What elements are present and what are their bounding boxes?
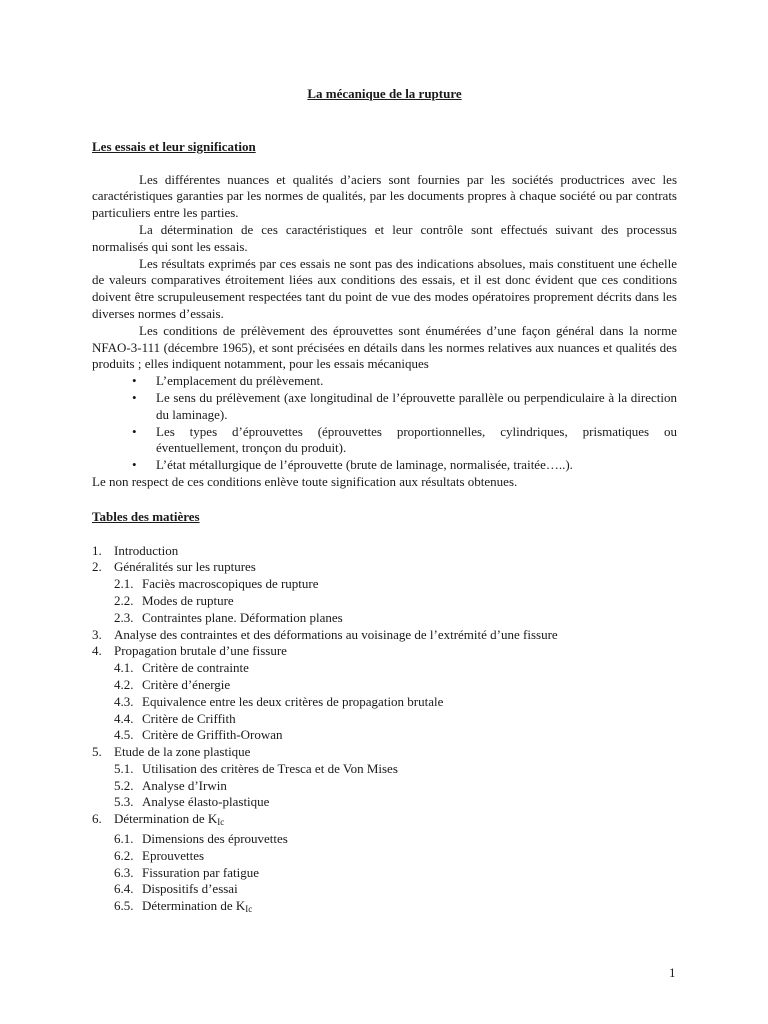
toc-number: 3.	[92, 626, 102, 642]
toc-label: Modes de rupture	[142, 592, 234, 608]
bullet-text: Les types d’éprouvettes (éprouvettes proportionnelles, cylindriques, prismatiques ou éventuellement, tronçon du produit).	[156, 423, 677, 456]
toc-label: Equivalence entre les deux critères de propagation brutale	[142, 693, 444, 709]
toc-number: 6.	[92, 811, 102, 827]
toc-label: Dimensions des éprouvettes	[142, 831, 288, 847]
toc-subitem	[92, 794, 677, 811]
bullet-dot-icon: •	[132, 373, 137, 389]
closing-paragraph: Le non respect de ces conditions enlève toute signification aux résultats obtenues.	[92, 473, 518, 489]
toc-number: 6.3.	[114, 864, 134, 880]
paragraph: Les différentes nuances et qualités d’aciers sont fournies par les sociétés productrices avec les caractéristiques garanties par les normes de qualités, par les documents propres à chaque société ou par contrats particuliers entre les parties.	[92, 171, 677, 221]
toc-item	[92, 559, 677, 576]
bullet-item	[92, 373, 677, 390]
toc-subitem	[92, 831, 677, 848]
toc-number: 5.3.	[114, 794, 134, 810]
toc-number: 4.4.	[114, 710, 134, 726]
paragraph: Les résultats exprimés par ces essais ne sont pas des indications absolues, mais constituent une échelle de valeurs comparatives étroitement liées aux conditions des essais, et il est donc évident que ces conditions doivent être scrupuleusement respectées tant du point de vue des modes opératoires proprement décrits dans les diverses normes d’essais.	[92, 255, 677, 321]
toc-label: Propagation brutale d’une fissure	[114, 643, 287, 659]
toc-number: 1.	[92, 542, 102, 558]
toc-number: 2.1.	[114, 576, 134, 592]
toc-number: 4.2.	[114, 676, 134, 692]
bullet-text: L’état métallurgique de l’éprouvette (brute de laminage, normalisée, traitée…..).	[156, 457, 573, 473]
toc-subitem	[92, 865, 677, 882]
toc-number: 6.4.	[114, 881, 134, 897]
bullet-list	[92, 373, 677, 474]
toc-item	[92, 643, 677, 660]
toc-number: 4.3.	[114, 693, 134, 709]
toc-label: Analyse d’Irwin	[142, 777, 227, 793]
toc-number: 6.2.	[114, 847, 134, 863]
toc-subitem	[92, 610, 677, 627]
toc-subitem	[92, 778, 677, 795]
toc-label: Fissuration par fatigue	[142, 864, 259, 880]
toc-item	[92, 744, 677, 761]
toc-label: Introduction	[114, 542, 179, 558]
toc-subitem	[92, 694, 677, 711]
toc-label: Critère de Griffith-Orowan	[142, 727, 283, 743]
toc-subitem	[92, 677, 677, 694]
toc-subitem	[92, 576, 677, 593]
bullet-text: Le sens du prélèvement (axe longitudinal de l’éprouvette parallèle ou perpendiculaire à la direction du laminage).	[156, 389, 677, 422]
toc-number: 2.2.	[114, 592, 134, 608]
toc-label: Détermination de K	[114, 811, 218, 827]
toc-number: 4.5.	[114, 727, 134, 743]
toc-label: Utilisation des critères de Tresca et de Von Mises	[142, 760, 398, 776]
bullet-text: L’emplacement du prélèvement.	[156, 373, 324, 389]
bullet-item	[92, 390, 677, 424]
toc-number: 5.2.	[114, 777, 134, 793]
toc-number: 5.	[92, 744, 102, 760]
bullet-item	[92, 457, 677, 474]
table-of-contents	[92, 543, 677, 919]
bullet-dot-icon: •	[132, 389, 137, 405]
toc-subitem	[92, 881, 677, 898]
toc-number: 6.5.	[114, 898, 134, 914]
bullet-item	[92, 424, 677, 458]
toc-label: Critère de contrainte	[142, 660, 249, 676]
toc-label: Généralités sur les ruptures	[114, 559, 256, 575]
toc-subscript: Ic	[217, 817, 225, 828]
toc-number: 2.3.	[114, 609, 134, 625]
toc-label: Etude de la zone plastique	[114, 744, 251, 760]
toc-number: 6.1.	[114, 831, 134, 847]
section-heading-essais: Les essais et leur signification	[92, 138, 256, 154]
document-title: La mécanique de la rupture	[307, 86, 462, 101]
toc-label: Analyse élasto-plastique	[142, 794, 270, 810]
bullet-dot-icon: •	[132, 457, 137, 473]
toc-heading: Tables des matières	[92, 508, 200, 524]
toc-label: Critère de Criffith	[142, 710, 236, 726]
toc-item	[92, 543, 677, 560]
paragraph: Les conditions de prélèvement des éprouvettes sont énumérées d’une façon général dans la norme NFAO-3-111 (décembre 1965), et sont précisées en détails dans les normes relatives aux nuances et qualités des produits ; elles indiquent notamment, pour les essais mécaniques	[92, 322, 677, 372]
toc-label: Détermination de K	[142, 898, 246, 914]
bullet-dot-icon: •	[132, 423, 137, 439]
toc-number: 4.1.	[114, 660, 134, 676]
toc-subitem	[92, 727, 677, 744]
toc-subitem	[92, 761, 677, 778]
toc-number: 2.	[92, 559, 102, 575]
toc-item	[92, 811, 677, 831]
toc-label: Dispositifs d’essai	[142, 881, 238, 897]
toc-subitem	[92, 848, 677, 865]
toc-number: 4.	[92, 643, 102, 659]
toc-subitem	[92, 593, 677, 610]
page-number: 1	[669, 965, 676, 980]
document-page	[92, 86, 677, 918]
toc-label: Critère d’énergie	[142, 676, 231, 692]
toc-item	[92, 627, 677, 644]
toc-number: 5.1.	[114, 760, 134, 776]
toc-label: Faciès macroscopiques de rupture	[142, 576, 319, 592]
toc-subitem	[92, 660, 677, 677]
toc-subitem	[92, 711, 677, 728]
paragraph: La détermination de ces caractéristiques et leur contrôle sont effectués suivant des processus normalisés qui sont les essais.	[92, 221, 677, 254]
toc-label: Contraintes plane. Déformation planes	[142, 609, 343, 625]
toc-subscript: Ic	[245, 904, 253, 915]
toc-subitem	[92, 898, 677, 918]
toc-label: Analyse des contraintes et des déformations au voisinage de l’extrémité d’une fissure	[114, 626, 558, 642]
toc-label: Eprouvettes	[142, 847, 205, 863]
